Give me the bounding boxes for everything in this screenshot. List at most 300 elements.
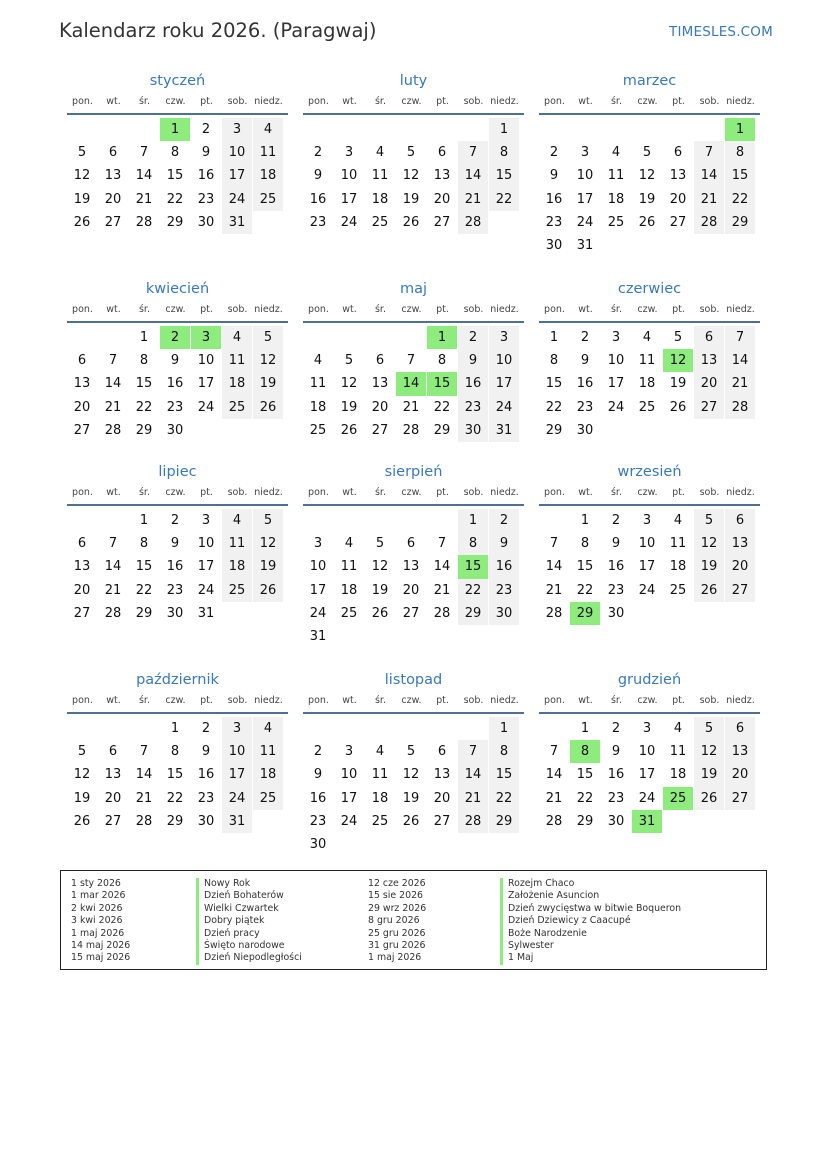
week-row <box>303 763 524 786</box>
month-block <box>539 280 760 442</box>
day-cell: 3 <box>313 536 323 552</box>
day-cell: 5 <box>77 145 87 161</box>
weekend-day-cell: 30 <box>489 602 519 625</box>
day-cell: 17 <box>197 559 215 575</box>
day-cell: 15 <box>135 376 153 392</box>
header-rule <box>67 113 288 115</box>
day-cell: 21 <box>545 582 563 598</box>
weekday-label: wt. <box>342 487 357 498</box>
empty-cell <box>396 118 426 141</box>
weekend-day-cell: 22 <box>725 188 755 211</box>
weekday-label: wt. <box>106 487 121 498</box>
weekday-label: sob. <box>463 96 484 107</box>
day-cell: 16 <box>607 559 625 575</box>
day-cell: 11 <box>607 168 625 184</box>
weekday-label: czw. <box>401 304 422 315</box>
weekday-label: pon. <box>544 695 565 706</box>
weekday-header <box>303 486 524 500</box>
month-name: czerwiec <box>617 281 682 297</box>
weekday-label: pt. <box>436 304 449 315</box>
week-row <box>539 349 760 372</box>
empty-cell <box>334 625 364 648</box>
weekend-day-cell: 4 <box>253 717 283 740</box>
day-cell: 16 <box>166 559 184 575</box>
day-cell: 7 <box>406 353 416 369</box>
weekend-day-cell: 5 <box>694 717 724 740</box>
day-cell: 26 <box>402 214 420 230</box>
weekday-label: czw. <box>165 304 186 315</box>
week-row <box>539 509 760 532</box>
empty-cell <box>663 810 693 833</box>
day-cell: 18 <box>669 767 687 783</box>
month-name: lipiec <box>158 464 197 480</box>
empty-cell <box>222 602 252 625</box>
week-row <box>67 579 288 602</box>
weekend-day-cell: 25 <box>222 396 252 419</box>
day-cell: 21 <box>545 790 563 806</box>
empty-cell <box>222 419 252 442</box>
empty-cell <box>601 419 631 442</box>
day-cell: 22 <box>576 582 594 598</box>
weekend-day-cell: 25 <box>253 787 283 810</box>
day-cell: 6 <box>437 744 447 760</box>
weekday-header <box>67 303 288 317</box>
weekday-label: niedz. <box>726 695 755 706</box>
week-row <box>303 833 524 856</box>
day-cell: 31 <box>309 628 327 644</box>
week-row <box>67 372 288 395</box>
day-cell: 30 <box>309 836 327 852</box>
day-cell: 30 <box>166 605 184 621</box>
week-row <box>303 787 524 810</box>
day-cell: 23 <box>607 790 625 806</box>
empty-cell <box>67 118 97 141</box>
header-rule <box>67 504 288 506</box>
day-cell: 17 <box>309 582 327 598</box>
day-cell: 11 <box>340 559 358 575</box>
day-cell: 6 <box>77 353 87 369</box>
weekend-day-cell: 18 <box>253 164 283 187</box>
day-cell: 8 <box>549 353 559 369</box>
day-cell: 6 <box>108 145 118 161</box>
day-cell: 19 <box>371 582 389 598</box>
empty-cell <box>67 326 97 349</box>
day-cell: 2 <box>313 145 323 161</box>
weekday-header <box>67 95 288 109</box>
legend-date: 3 kwi 2026 <box>71 915 123 927</box>
day-cell: 30 <box>607 605 625 621</box>
day-cell: 23 <box>545 214 563 230</box>
day-cell: 23 <box>166 582 184 598</box>
day-cell: 31 <box>197 605 215 621</box>
day-cell: 2 <box>313 744 323 760</box>
day-cell: 29 <box>545 422 563 438</box>
day-cell: 6 <box>375 353 385 369</box>
weekend-day-cell: 28 <box>725 396 755 419</box>
day-cell: 15 <box>576 767 594 783</box>
holiday-day-cell: 15 <box>427 372 457 395</box>
day-cell: 30 <box>545 237 563 253</box>
weekday-label: pon. <box>72 695 93 706</box>
empty-cell <box>396 625 426 648</box>
day-cell: 6 <box>108 744 118 760</box>
week-row <box>539 810 760 833</box>
day-cell: 13 <box>402 559 420 575</box>
week-row <box>539 740 760 763</box>
holiday-day-cell: 25 <box>663 787 693 810</box>
weekday-label: pt. <box>436 96 449 107</box>
weekend-day-cell: 8 <box>458 532 488 555</box>
day-cell: 26 <box>73 813 91 829</box>
month-name: marzec <box>622 73 677 89</box>
day-cell: 4 <box>375 744 385 760</box>
weekday-label: śr. <box>374 695 386 706</box>
day-cell: 8 <box>437 353 447 369</box>
weekend-day-cell: 31 <box>222 211 252 234</box>
empty-cell <box>334 326 364 349</box>
month-name: kwiecień <box>145 281 210 297</box>
weekday-label: czw. <box>401 96 422 107</box>
day-cell: 20 <box>371 399 389 415</box>
legend-holiday-name: Rozejm Chaco <box>500 878 681 890</box>
weekday-label: śr. <box>374 96 386 107</box>
day-cell: 12 <box>402 168 420 184</box>
month-name: luty <box>399 73 428 89</box>
weekday-header <box>539 95 760 109</box>
empty-cell <box>632 118 662 141</box>
legend-date: 2 kwi 2026 <box>71 902 123 914</box>
day-cell: 18 <box>371 191 389 207</box>
day-cell: 5 <box>375 536 385 552</box>
empty-cell <box>489 625 519 648</box>
day-cell: 7 <box>108 353 118 369</box>
weekday-label: wt. <box>578 487 593 498</box>
day-cell: 18 <box>340 582 358 598</box>
day-cell: 16 <box>576 376 594 392</box>
empty-cell <box>663 419 693 442</box>
empty-cell <box>365 118 395 141</box>
empty-cell <box>694 118 724 141</box>
week-row <box>67 164 288 187</box>
week-row <box>539 188 760 211</box>
day-cell: 5 <box>406 145 416 161</box>
day-cell: 8 <box>139 536 149 552</box>
weekend-day-cell: 6 <box>725 509 755 532</box>
month-name: wrzesień <box>617 464 682 480</box>
day-cell: 4 <box>673 513 683 528</box>
empty-cell <box>334 118 364 141</box>
weekday-label: niedz. <box>490 304 519 315</box>
weekday-label: śr. <box>610 96 622 107</box>
day-cell: 23 <box>607 582 625 598</box>
week-row <box>67 602 288 625</box>
week-row <box>303 579 524 602</box>
day-cell: 25 <box>669 582 687 598</box>
day-cell: 10 <box>607 353 625 369</box>
day-cell: 28 <box>402 422 420 438</box>
day-cell: 13 <box>371 376 389 392</box>
day-cell: 10 <box>638 744 656 760</box>
day-cell: 16 <box>197 168 215 184</box>
weekend-day-cell: 14 <box>458 164 488 187</box>
day-cell: 14 <box>135 168 153 184</box>
legend-date: 12 cze 2026 <box>368 878 426 889</box>
day-cell: 18 <box>607 191 625 207</box>
day-cell: 16 <box>309 191 327 207</box>
header-rule <box>303 321 524 323</box>
empty-cell <box>67 717 97 740</box>
empty-cell <box>303 118 333 141</box>
empty-cell <box>601 118 631 141</box>
day-cell: 27 <box>433 813 451 829</box>
empty-cell <box>632 419 662 442</box>
weekend-day-cell: 12 <box>253 532 283 555</box>
empty-cell <box>253 602 283 625</box>
weekend-day-cell: 21 <box>458 787 488 810</box>
empty-cell <box>303 509 333 532</box>
weekday-label: wt. <box>578 304 593 315</box>
day-cell: 27 <box>73 422 91 438</box>
weekend-day-cell: 13 <box>725 532 755 555</box>
week-row <box>303 419 524 442</box>
day-cell: 5 <box>344 353 354 369</box>
day-cell: 9 <box>201 744 211 760</box>
day-cell: 13 <box>104 168 122 184</box>
day-cell: 4 <box>344 536 354 552</box>
day-cell: 9 <box>170 353 180 369</box>
weekday-label: sob. <box>699 695 720 706</box>
day-cell: 7 <box>139 744 149 760</box>
month-block <box>67 463 288 625</box>
day-cell: 5 <box>642 145 652 161</box>
weekday-label: czw. <box>637 96 658 107</box>
weekday-label: czw. <box>401 487 422 498</box>
weekend-day-cell: 5 <box>253 509 283 532</box>
day-cell: 8 <box>580 536 590 552</box>
day-cell: 2 <box>201 122 211 137</box>
week-row <box>539 141 760 164</box>
weekday-header <box>67 486 288 500</box>
day-cell: 24 <box>607 399 625 415</box>
day-cell: 13 <box>433 168 451 184</box>
empty-cell <box>725 234 755 257</box>
day-cell: 6 <box>406 536 416 552</box>
weekend-day-cell: 1 <box>489 118 519 141</box>
header-rule <box>539 712 760 714</box>
empty-cell <box>396 509 426 532</box>
day-cell: 18 <box>669 559 687 575</box>
weekend-day-cell: 16 <box>489 555 519 578</box>
day-cell: 26 <box>402 813 420 829</box>
weekend-day-cell: 7 <box>694 141 724 164</box>
day-cell: 25 <box>340 605 358 621</box>
day-cell: 12 <box>73 767 91 783</box>
empty-cell <box>365 717 395 740</box>
empty-cell <box>334 509 364 532</box>
month-name: sierpień <box>384 464 443 480</box>
month-block <box>303 280 524 442</box>
empty-cell <box>601 234 631 257</box>
empty-cell <box>365 625 395 648</box>
weekday-label: pt. <box>672 96 685 107</box>
weekday-label: pt. <box>200 487 213 498</box>
empty-cell <box>458 717 488 740</box>
weekday-label: pon. <box>544 304 565 315</box>
day-cell: 23 <box>166 399 184 415</box>
day-cell: 24 <box>340 214 358 230</box>
day-cell: 6 <box>437 145 447 161</box>
day-cell: 30 <box>166 422 184 438</box>
weekend-day-cell: 15 <box>489 763 519 786</box>
day-cell: 25 <box>371 813 389 829</box>
weekday-header <box>303 694 524 708</box>
header-rule <box>67 321 288 323</box>
weekend-day-cell: 27 <box>694 396 724 419</box>
weekend-day-cell: 20 <box>694 372 724 395</box>
weekend-day-cell: 6 <box>694 326 724 349</box>
legend-date: 1 maj 2026 <box>368 952 422 964</box>
weekday-label: niedz. <box>490 695 519 706</box>
day-cell: 15 <box>576 559 594 575</box>
day-cell: 30 <box>197 813 215 829</box>
month-name: maj <box>399 281 428 297</box>
weekday-label: sob. <box>463 695 484 706</box>
weekday-label: czw. <box>165 695 186 706</box>
day-cell: 22 <box>433 399 451 415</box>
legend-holiday-name: Święto narodowe <box>196 940 302 952</box>
empty-cell <box>365 833 395 856</box>
day-cell: 26 <box>669 399 687 415</box>
day-cell: 1 <box>139 513 149 528</box>
day-cell: 19 <box>73 790 91 806</box>
empty-cell <box>303 717 333 740</box>
weekend-day-cell: 10 <box>222 141 252 164</box>
weekend-day-cell: 25 <box>253 188 283 211</box>
weekday-label: pt. <box>436 487 449 498</box>
weekend-day-cell: 21 <box>725 372 755 395</box>
day-cell: 5 <box>406 744 416 760</box>
empty-cell <box>663 602 693 625</box>
empty-cell <box>694 602 724 625</box>
day-cell: 12 <box>340 376 358 392</box>
day-cell: 20 <box>669 191 687 207</box>
week-row <box>539 787 760 810</box>
weekend-day-cell: 26 <box>694 787 724 810</box>
day-cell: 16 <box>309 790 327 806</box>
empty-cell <box>539 118 569 141</box>
week-row <box>303 349 524 372</box>
day-cell: 11 <box>638 353 656 369</box>
weekend-day-cell: 5 <box>253 326 283 349</box>
day-cell: 3 <box>344 145 354 161</box>
weekend-day-cell: 16 <box>458 372 488 395</box>
empty-cell <box>396 833 426 856</box>
day-cell: 22 <box>576 790 594 806</box>
header-rule <box>539 113 760 115</box>
weekend-day-cell: 14 <box>725 349 755 372</box>
empty-cell <box>427 833 457 856</box>
weekend-day-cell: 9 <box>458 349 488 372</box>
day-cell: 24 <box>638 582 656 598</box>
day-cell: 18 <box>371 790 389 806</box>
day-cell: 10 <box>576 168 594 184</box>
day-cell: 25 <box>638 399 656 415</box>
weekend-day-cell: 26 <box>253 579 283 602</box>
day-cell: 3 <box>580 145 590 161</box>
day-cell: 13 <box>433 767 451 783</box>
weekday-label: niedz. <box>254 487 283 498</box>
weekday-label: pon. <box>308 96 329 107</box>
day-cell: 19 <box>402 790 420 806</box>
month-block <box>67 72 288 234</box>
month-block <box>67 671 288 833</box>
legend-left-names <box>196 878 302 965</box>
day-cell: 26 <box>638 214 656 230</box>
empty-cell <box>725 419 755 442</box>
day-cell: 12 <box>638 168 656 184</box>
weekday-label: pt. <box>200 304 213 315</box>
weekend-day-cell: 12 <box>694 740 724 763</box>
day-cell: 24 <box>576 214 594 230</box>
weekend-day-cell: 22 <box>489 188 519 211</box>
empty-cell <box>191 419 221 442</box>
month-block <box>303 671 524 856</box>
weekend-day-cell: 18 <box>222 555 252 578</box>
day-cell: 28 <box>433 605 451 621</box>
day-cell: 14 <box>545 767 563 783</box>
month-name: grudzień <box>617 672 682 688</box>
legend-date: 31 gru 2026 <box>368 939 426 951</box>
weekend-day-cell: 23 <box>489 579 519 602</box>
day-cell: 10 <box>340 767 358 783</box>
month-name: styczeń <box>149 73 206 89</box>
day-cell: 30 <box>576 422 594 438</box>
legend-holiday-name: Dzień Dziewicy z Caacupé <box>500 915 681 927</box>
holiday-day-cell: 3 <box>191 326 221 349</box>
empty-cell <box>303 326 333 349</box>
day-cell: 11 <box>371 767 389 783</box>
weekend-day-cell: 24 <box>222 188 252 211</box>
week-row <box>67 717 288 740</box>
legend-left-dates <box>71 878 130 965</box>
weekday-label: niedz. <box>726 304 755 315</box>
day-cell: 3 <box>201 513 211 528</box>
day-cell: 28 <box>104 605 122 621</box>
legend-date: 14 maj 2026 <box>71 939 131 951</box>
day-cell: 24 <box>340 813 358 829</box>
day-cell: 16 <box>545 191 563 207</box>
empty-cell <box>458 625 488 648</box>
day-cell: 9 <box>611 744 621 760</box>
weekday-label: pon. <box>308 695 329 706</box>
weekend-day-cell: 19 <box>253 555 283 578</box>
week-row <box>303 326 524 349</box>
day-cell: 19 <box>669 376 687 392</box>
weekday-label: pon. <box>308 304 329 315</box>
day-cell: 10 <box>638 536 656 552</box>
weekday-label: wt. <box>106 695 121 706</box>
legend-date: 1 maj 2026 <box>71 927 125 939</box>
legend-holiday-name: Dzień Niepodległości <box>196 952 302 964</box>
day-cell: 4 <box>673 721 683 736</box>
weekend-day-cell: 24 <box>222 787 252 810</box>
weekday-label: czw. <box>165 487 186 498</box>
weekend-day-cell: 20 <box>725 555 755 578</box>
brand-link[interactable]: TIMESLES.COM <box>669 24 773 40</box>
day-cell: 17 <box>340 191 358 207</box>
week-row <box>67 141 288 164</box>
day-cell: 29 <box>135 605 153 621</box>
